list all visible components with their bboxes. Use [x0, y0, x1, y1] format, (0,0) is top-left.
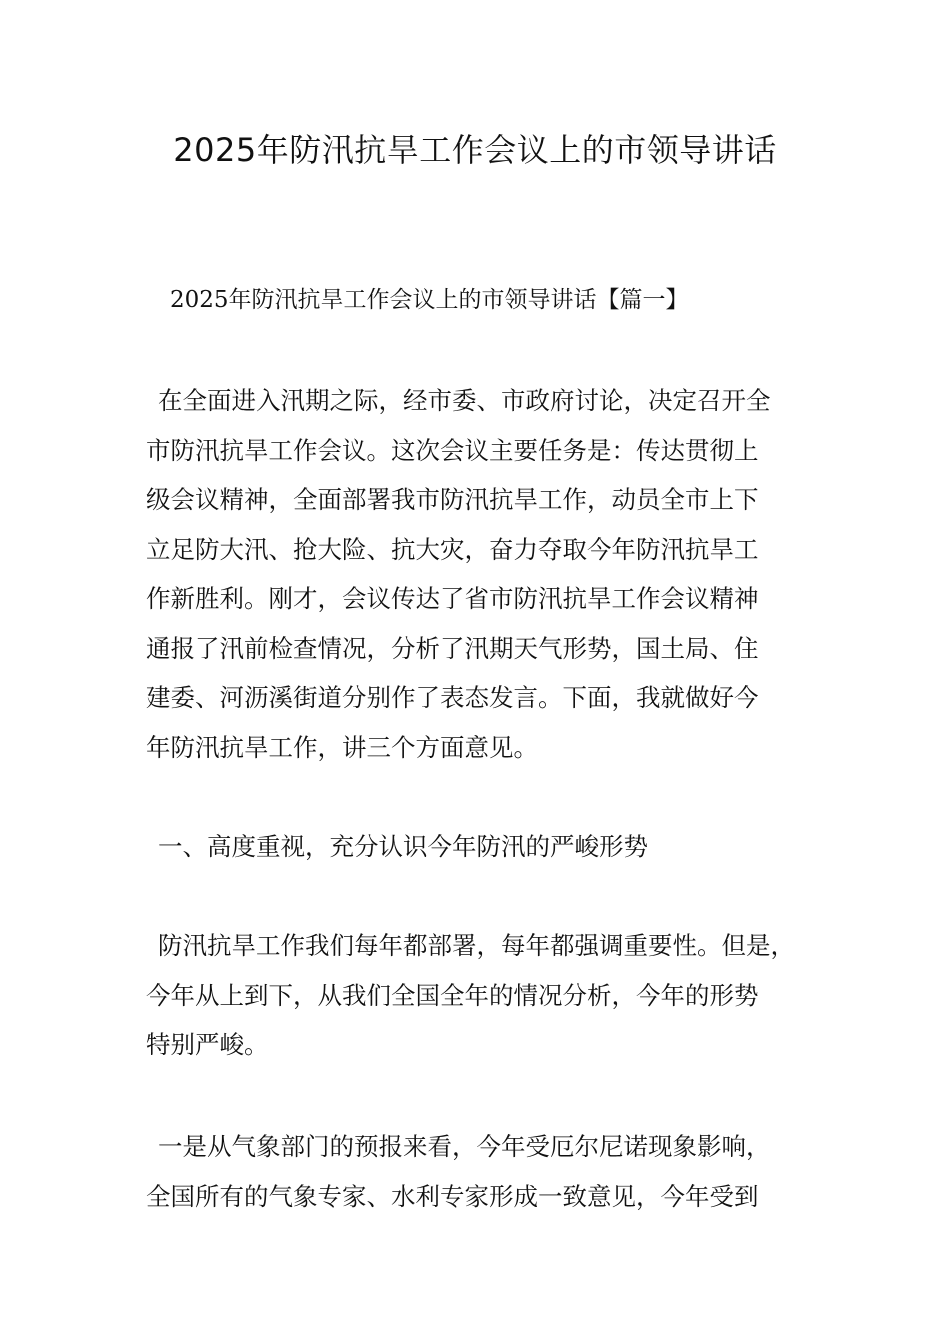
paragraph-line: 级会议精神，全面部署我市防汛抗旱工作，动员全市上下 — [146, 485, 759, 514]
paragraph-importance — [146, 921, 816, 1070]
paragraph-forecast — [146, 1122, 816, 1221]
paragraph-line: 防汛抗旱工作我们每年都部署，每年都强调重要性。但是， — [158, 931, 795, 960]
paragraph-line: 在全面进入汛期之际，经市委、市政府讨论，决定召开全 — [158, 386, 771, 415]
paragraph-line: 作新胜利。刚才，会议传达了省市防汛抗旱工作会议精神 — [146, 584, 759, 613]
paragraph-line: 今年从上到下，从我们全国全年的情况分析，今年的形势 — [146, 980, 759, 1010]
paragraph-line: 建委、河沥溪街道分别作了表态发言。下面，我就做好今 — [146, 683, 759, 712]
paragraph-line: 年防汛抗旱工作，讲三个方面意见。 — [146, 732, 538, 762]
section-heading-text: 一、高度重视，充分认识今年防汛的严峻形势 — [158, 832, 648, 861]
paragraph-line: 通报了汛前检查情况，分析了汛期天气形势，国土局、住 — [146, 633, 759, 663]
paragraph-line: 市防汛抗旱工作会议。这次会议主要任务是：传达贯彻上 — [146, 435, 759, 465]
paragraph-line: 特别严峻。 — [146, 1030, 269, 1059]
paragraph-line: 一是从气象部门的预报来看，今年受厄尔尼诺现象影响， — [158, 1132, 771, 1161]
document-subtitle: 2025年防汛抗旱工作会议上的市领导讲话【篇一】 — [170, 287, 689, 313]
paragraph-intro — [146, 376, 816, 772]
document-title: 2025年防汛抗旱工作会议上的市领导讲话 — [173, 131, 777, 169]
paragraph-line: 立足防大汛、抢大险、抗大灾，奋力夺取今年防汛抗旱工 — [146, 534, 759, 564]
paragraph-line: 全国所有的气象专家、水利专家形成一致意见，今年受到 — [146, 1181, 759, 1211]
section-heading — [146, 822, 816, 872]
